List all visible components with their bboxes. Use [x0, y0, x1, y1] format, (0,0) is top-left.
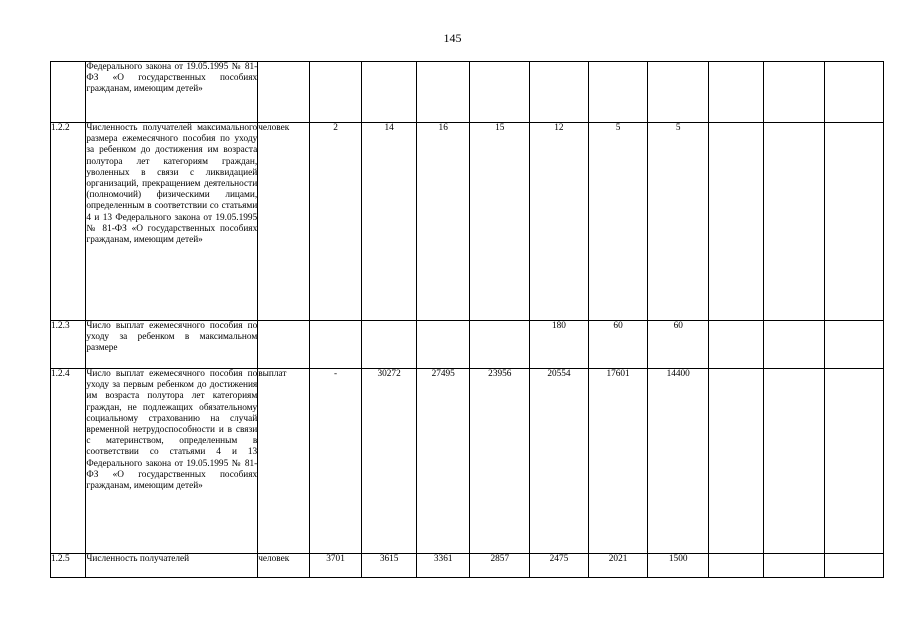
unit-cell: человек: [258, 554, 310, 578]
value-cell: [648, 62, 709, 123]
value-cell: 2021: [588, 554, 648, 578]
value-cell: [709, 62, 764, 123]
table-row: [51, 369, 884, 554]
unit-cell: [258, 62, 310, 123]
value-cell: [530, 62, 589, 123]
value-cell: 3361: [416, 554, 470, 578]
value-cell: 3701: [309, 554, 362, 578]
unit-cell: [258, 321, 310, 369]
value-cell: [709, 123, 764, 321]
value-cell: [763, 321, 825, 369]
page-number: 145: [443, 31, 462, 45]
value-cell: [763, 369, 825, 554]
value-cell: [763, 62, 825, 123]
value-cell: -: [309, 369, 362, 554]
indicator-description-cell: Число выплат ежемесячного пособия по уходу за первым ребенком до достижения им возраста полутора лет категориям граждан, не подлежащих обязательному социальному страхованию на случай временной нетрудоспособности и в связи с материнством, определенным в соответствии со статьями 4 и 13 Федерального закона от 19.05.1995 № 81-ФЗ «О государственных пособиях гражданам, имеющим детей»: [86, 369, 258, 554]
table-row: [51, 123, 884, 321]
value-cell: [362, 62, 417, 123]
value-cell: 20554: [530, 369, 589, 554]
value-cell: [470, 321, 530, 369]
value-cell: 2475: [530, 554, 589, 578]
value-cell: 14: [362, 123, 417, 321]
value-cell: 14400: [648, 369, 709, 554]
value-cell: 16: [416, 123, 470, 321]
value-cell: 2857: [470, 554, 530, 578]
value-cell: 5: [648, 123, 709, 321]
value-cell: [416, 62, 470, 123]
value-cell: [825, 62, 884, 123]
value-cell: [825, 369, 884, 554]
indicator-description-cell: Численность получателей: [86, 554, 258, 578]
value-cell: 12: [530, 123, 589, 321]
value-cell: 17601: [588, 369, 648, 554]
value-cell: [309, 321, 362, 369]
value-cell: [825, 321, 884, 369]
value-cell: [309, 62, 362, 123]
value-cell: 27495: [416, 369, 470, 554]
value-cell: [416, 321, 470, 369]
value-cell: 23956: [470, 369, 530, 554]
value-cell: [763, 123, 825, 321]
value-cell: 2: [309, 123, 362, 321]
data-table: [50, 61, 884, 578]
table-row: [51, 554, 884, 578]
unit-cell: выплат: [258, 369, 310, 554]
value-cell: [825, 554, 884, 578]
value-cell: [709, 554, 764, 578]
indicator-description-cell: Число выплат ежемесячного пособия по уходу за ребенком в максимальном размере: [86, 321, 258, 369]
value-cell: [470, 62, 530, 123]
table-row: [51, 62, 884, 123]
table-row: [51, 321, 884, 369]
value-cell: 5: [588, 123, 648, 321]
value-cell: 30272: [362, 369, 417, 554]
value-cell: 1500: [648, 554, 709, 578]
value-cell: [763, 554, 825, 578]
row-number-cell: 1.2.3: [51, 321, 86, 369]
row-number-cell: [51, 62, 86, 123]
value-cell: [709, 369, 764, 554]
row-number-cell: 1.2.4: [51, 369, 86, 554]
row-number-cell: 1.2.5: [51, 554, 86, 578]
value-cell: 3615: [362, 554, 417, 578]
value-cell: 60: [588, 321, 648, 369]
value-cell: 180: [530, 321, 589, 369]
value-cell: [362, 321, 417, 369]
value-cell: 15: [470, 123, 530, 321]
value-cell: [825, 123, 884, 321]
indicator-description-cell: Численность получателей максимального размера ежемесячного пособия по уходу за ребенком до достижения им возраста полутора лет категориям граждан, уволенных в связи с ликвидацией организаций, прекращением деятельности (полномочий) физическими лицами, определенным в соответствии со статьями 4 и 13 Федерального закона от 19.05.1995 № 81-ФЗ «О государственных пособиях гражданам, имеющим детей»: [86, 123, 258, 321]
value-cell: [709, 321, 764, 369]
value-cell: [588, 62, 648, 123]
unit-cell: человек: [258, 123, 310, 321]
indicator-description-cell: Федерального закона от 19.05.1995 № 81-ФЗ «О государственных пособиях гражданам, имеющим детей»: [86, 62, 258, 123]
value-cell: 60: [648, 321, 709, 369]
row-number-cell: 1.2.2: [51, 123, 86, 321]
